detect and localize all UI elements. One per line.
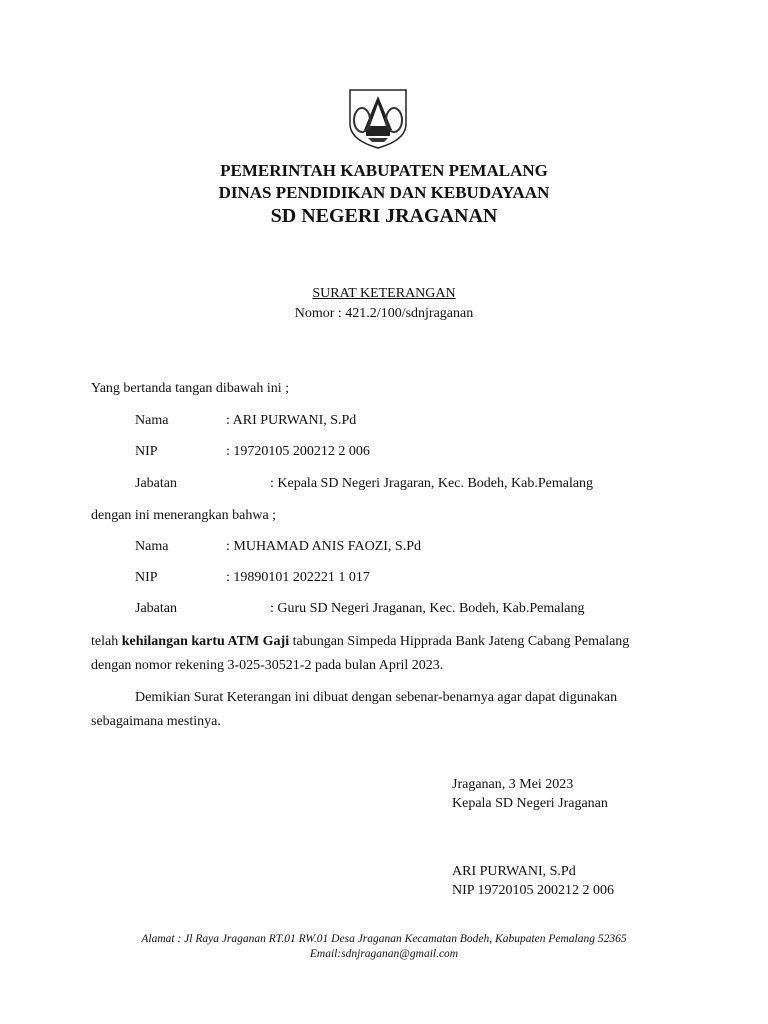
statement-pre: telah: [91, 634, 122, 649]
signer-nip-value: : 19720105 200212 2 006: [226, 444, 370, 459]
signature-nip: NIP 19720105 200212 2 006: [452, 883, 615, 898]
regency-emblem-logo: [346, 86, 410, 150]
closing-line-2: sebagaimana mestinya.: [91, 714, 221, 729]
footer-address: Alamat : Jl Raya Jraganan RT.01 RW.01 Desa Jraganan Kecamatan Bodeh, Kabupaten Pemalang 52365: [141, 933, 627, 945]
subject-position-value: : Guru SD Negeri Jraganan, Kec. Bodeh, Kab.Pemalang: [270, 601, 585, 616]
signature-place-date: Jraganan, 3 Mei 2023: [452, 777, 574, 792]
header-department: DINAS PENDIDIKAN DAN KEBUDAYAAN: [218, 183, 550, 202]
subject-nip-value: : 19890101 202221 1 017: [226, 570, 370, 585]
subject-name-label: Nama: [135, 539, 169, 554]
letter-number: Nomor : 421.2/100/sdnjraganan: [294, 306, 474, 321]
signer-position-value: : Kepala SD Negeri Jragaran, Kec. Bodeh, Kab.Pemalang: [270, 476, 594, 491]
signer-position-label: Jabatan: [135, 476, 177, 491]
middle-text: dengan ini menerangkan bahwa ;: [91, 508, 277, 523]
header-school: SD NEGERI JRAGANAN: [270, 205, 498, 227]
subject-nip-label: NIP: [135, 570, 158, 585]
subject-name-value: : MUHAMAD ANIS FAOZI, S.Pd: [226, 539, 421, 554]
footer-email: Email:sdnjraganan@gmail.com: [309, 948, 459, 960]
closing-line-1: Demikian Surat Keterangan ini dibuat dengan sebenar-benarnya agar dapat digunakan: [135, 690, 618, 705]
signer-name-label: Nama: [135, 413, 169, 428]
statement-post: tabungan Simpeda Hipprada Bank Jateng Cabang Pemalang: [289, 634, 630, 649]
statement-bold: kehilangan kartu ATM Gaji: [121, 634, 290, 649]
letter-title: SURAT KETERANGAN: [312, 286, 456, 301]
statement-line-1: [91, 634, 629, 650]
subject-position-label: Jabatan: [135, 601, 177, 616]
signer-name-value: : ARI PURWANI, S.Pd: [226, 413, 357, 428]
signature-position: Kepala SD Negeri Jraganan: [452, 796, 608, 811]
signature-name: ARI PURWANI, S.Pd: [452, 864, 576, 879]
statement-line-2: dengan nomor rekening 3-025-30521-2 pada bulan April 2023.: [91, 658, 444, 673]
signer-nip-label: NIP: [135, 444, 158, 459]
header-government: PEMERINTAH KABUPATEN PEMALANG: [220, 161, 548, 180]
intro-text: Yang bertanda tangan dibawah ini ;: [91, 381, 290, 396]
